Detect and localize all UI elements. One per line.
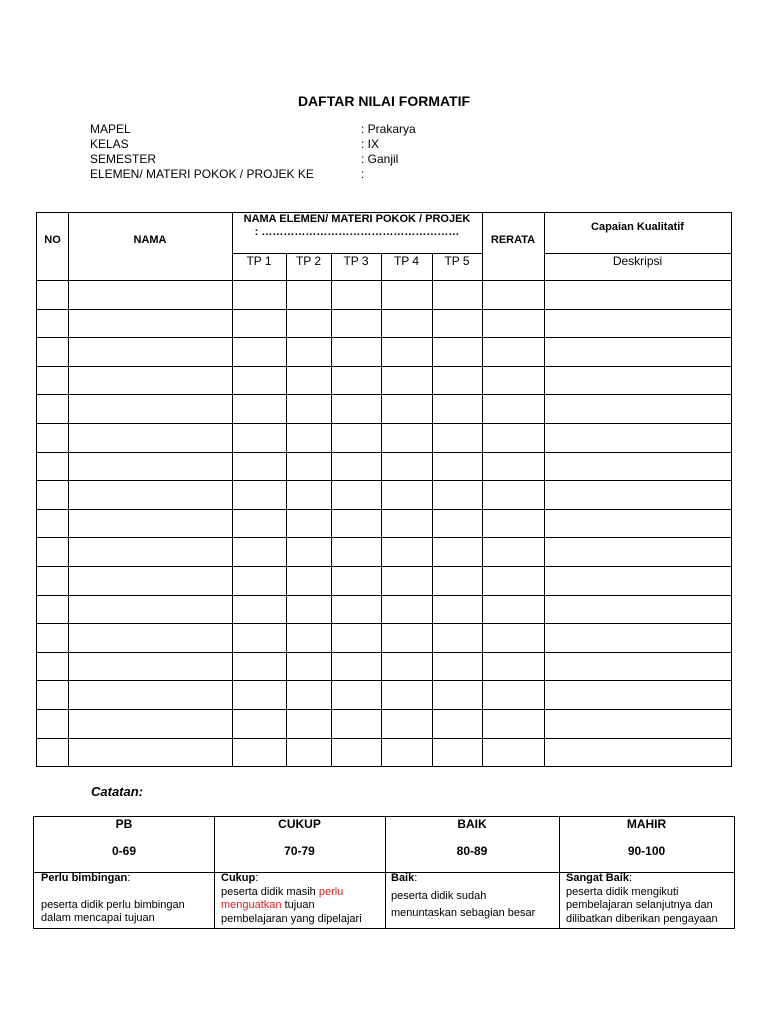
legend-line: peserta didik mengikuti <box>566 885 679 898</box>
table-row <box>37 709 731 710</box>
header-elemen-dots: : ……………………………………………… <box>254 226 460 238</box>
table-row <box>37 738 731 739</box>
catatan-label: Catatan: <box>91 784 144 799</box>
header-capaian: Capaian Kualitatif <box>591 221 684 233</box>
legend-desc-cukup <box>221 872 385 926</box>
legend-desc-pb <box>41 872 211 926</box>
meta-value-semester: : Ganjil <box>361 152 399 166</box>
table-row <box>37 280 731 281</box>
legend-line: dilibatkan diberikan pengayaan <box>566 912 718 925</box>
legend-head-baik: BAIK <box>457 817 487 831</box>
header-nama: NAMA <box>133 234 167 246</box>
meta-values <box>361 122 416 182</box>
meta-labels <box>90 122 314 182</box>
legend-highlight: menguatkan <box>221 899 282 911</box>
legend-line: peserta didik masih <box>221 885 319 898</box>
table-row <box>37 309 731 310</box>
table-row <box>37 509 731 510</box>
legend-head-pb: PB <box>115 817 133 831</box>
legend-head-mahir: MAHIR <box>626 817 667 831</box>
header-no: NO <box>44 234 61 246</box>
header-tp3: TP 3 <box>343 254 369 268</box>
legend-line: peserta didik sudah <box>391 889 487 902</box>
legend-range-pb: 0-69 <box>111 844 137 858</box>
legend-desc-baik <box>391 872 557 921</box>
col-divider <box>544 213 545 766</box>
header-deskripsi: Deskripsi <box>612 254 663 268</box>
legend-title-cukup: Cukup <box>221 872 256 884</box>
legend-line: dalam mencapai tujuan <box>41 912 155 924</box>
table-row <box>37 566 731 567</box>
legend-title-pb: Perlu bimbingan <box>41 872 128 884</box>
table-row <box>37 452 731 453</box>
meta-label-semester: SEMESTER <box>90 152 157 166</box>
legend-suffix: : <box>414 872 418 884</box>
legend-range-baik: 80-89 <box>456 844 488 858</box>
legend-line: pembelajaran selanjutnya dan <box>566 899 713 911</box>
table-row <box>37 423 731 424</box>
table-row <box>37 595 731 596</box>
legend-line: pembelajaran yang dipelajari <box>221 912 362 925</box>
legend-line: menuntaskan sebagian besar <box>391 907 536 919</box>
table-row <box>37 337 731 338</box>
table-row <box>37 480 731 481</box>
document-title: DAFTAR NILAI FORMATIF <box>297 93 471 109</box>
table-row <box>37 652 731 653</box>
legend-suffix: : <box>255 872 259 884</box>
legend-head-cukup: CUKUP <box>278 817 321 831</box>
header-tp5: TP 5 <box>444 254 470 268</box>
col-divider <box>68 213 69 766</box>
col-divider <box>232 213 233 766</box>
header-tp2: TP 2 <box>295 254 322 268</box>
header-tp1: TP 1 <box>246 254 272 268</box>
header-elemen: NAMA ELEMEN/ MATERI POKOK / PROJEK <box>243 213 471 225</box>
table-row <box>37 394 731 395</box>
table-row <box>37 680 731 681</box>
legend-line: peserta didik perlu bimbingan <box>41 898 185 911</box>
legend-table <box>33 816 735 929</box>
meta-label-elemen: ELEMEN/ MATERI POKOK / PROJEK KE <box>90 167 314 181</box>
legend-suffix: : <box>628 872 633 884</box>
meta-label-kelas: KELAS <box>90 137 129 151</box>
legend-title-mahir: Sangat Baik <box>566 872 629 884</box>
col-divider <box>482 213 483 766</box>
legend-suffix: : <box>127 872 131 884</box>
header-tp4: TP 4 <box>393 254 420 268</box>
meta-value-elemen: : <box>361 167 365 181</box>
legend-range-mahir: 90-100 <box>627 844 666 858</box>
table-row <box>37 537 731 538</box>
table-row <box>37 623 731 624</box>
table-row <box>37 366 731 367</box>
meta-value-kelas: : IX <box>361 137 380 151</box>
legend-line: tujuan <box>281 899 315 911</box>
header-rerata: RERATA <box>490 234 536 246</box>
meta-value-mapel: : Prakarya <box>361 122 416 136</box>
legend-desc-mahir <box>566 872 734 926</box>
legend-title-baik: Baik <box>391 872 415 884</box>
legend-range-cukup: 70-79 <box>284 844 315 858</box>
grade-table <box>36 212 732 767</box>
legend-highlight: perlu <box>318 885 344 898</box>
meta-label-mapel: MAPEL <box>90 122 131 136</box>
